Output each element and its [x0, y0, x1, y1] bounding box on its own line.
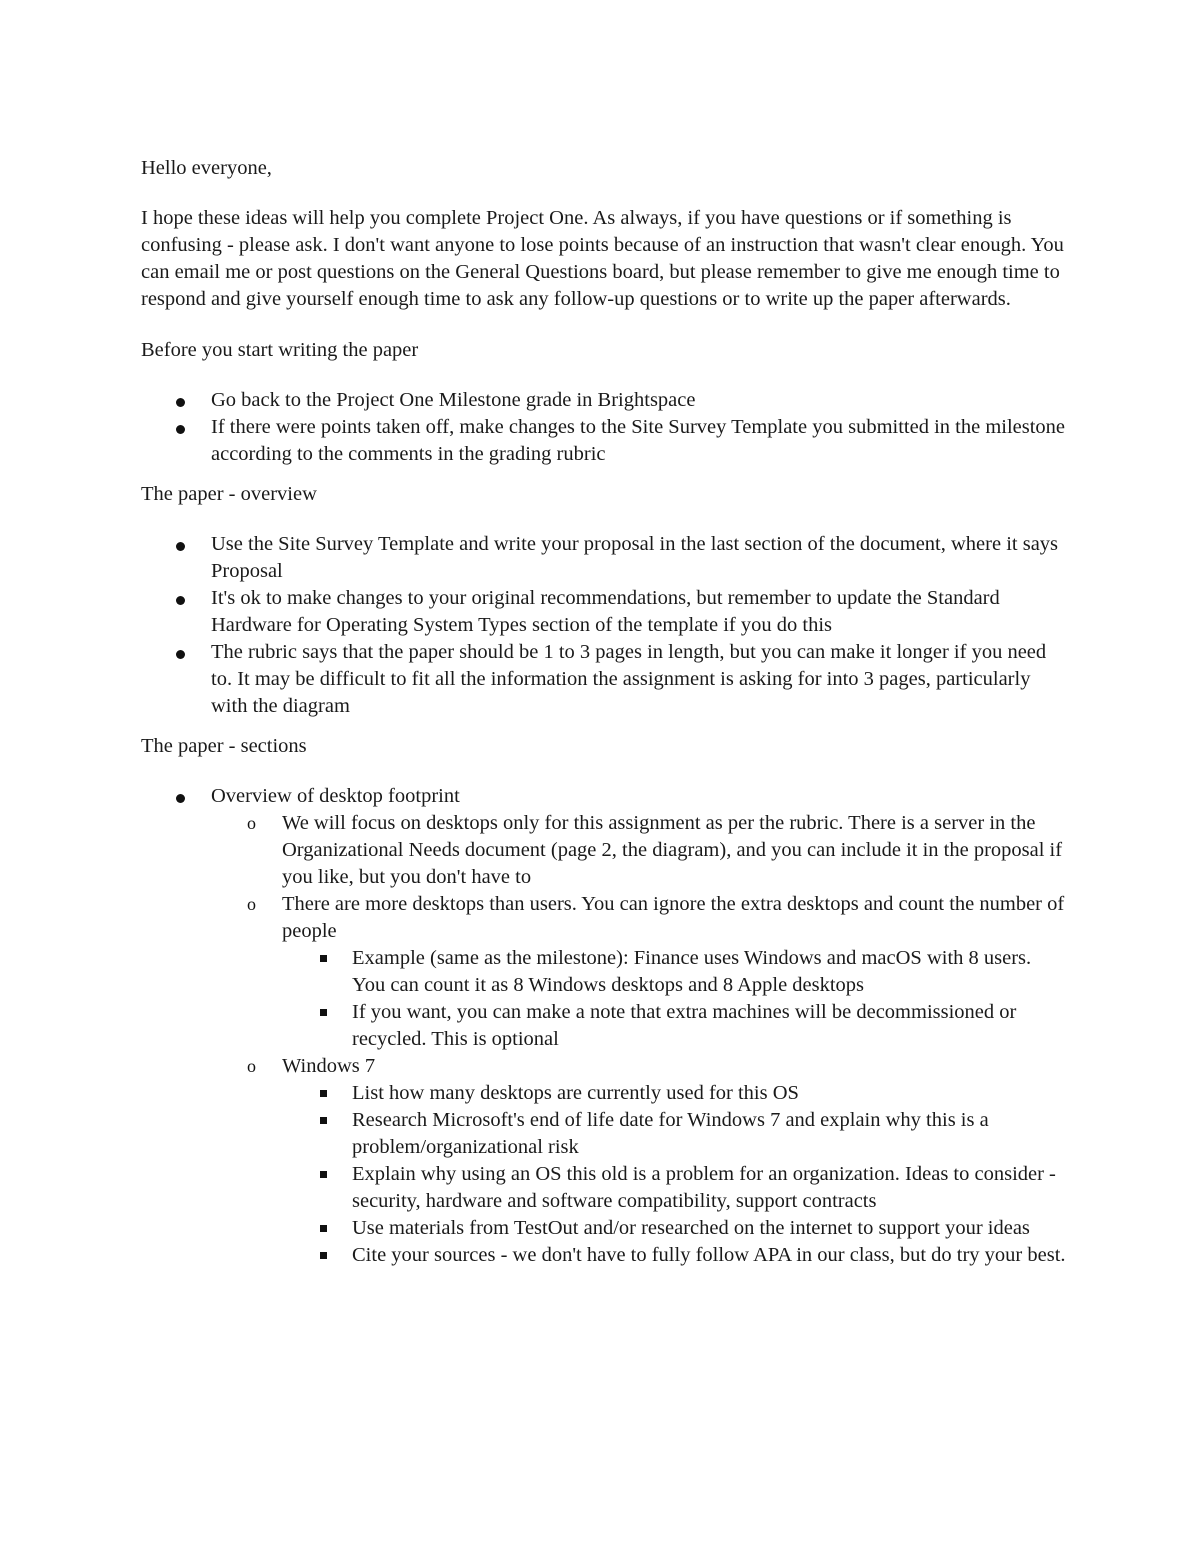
- nested-list-item: If you want, you can make a note that extra machines will be decommissioned or recycled. This is optional: [352, 999, 1066, 1053]
- heading-before-writing: Before you start writing the paper: [141, 339, 419, 361]
- bullet-dot-icon: [176, 794, 185, 803]
- nested-list-item: Use materials from TestOut and/or researched on the internet to support your ideas: [352, 1215, 1066, 1242]
- intro-paragraph: I hope these ideas will help you complete Project One. As always, if you have questions or if something is confusing - please ask. I don't want anyone to lose points because of an instruction that wasn't clear enough. You can email me or post questions on the General Questions board, but please remember to give me enough time to respond and give yourself enough time to ask any follow-up questions or to write up the paper afterwards.: [141, 207, 1064, 310]
- nested-sublist: [282, 945, 1066, 1053]
- bullet-square-icon: [320, 1171, 327, 1178]
- bullet-dot-icon: [176, 596, 185, 605]
- list-item: The rubric says that the paper should be 1 to 3 pages in length, but you can make it longer if you need to. It may be difficult to fit all the information the assignment is asking for into 3 pages, particularly with the diagram: [211, 639, 1066, 720]
- list-item: It's ok to make changes to your original recommendations, but remember to update the Standard Hardware for Operating System Types section of the template if you do this: [211, 585, 1066, 639]
- bullet-square-icon: [320, 955, 327, 962]
- sections-list: [141, 783, 1066, 1269]
- nested-list-item: Research Microsoft's end of life date for Windows 7 and explain why this is a problem/organizational risk: [352, 1107, 1066, 1161]
- sublist-item: o Windows 7 List how many desktops are currently used for this OS Research Microsoft's end of life date for Windows 7 and explain why this is a problem/organizational risk Explain why using an OS this old is a problem for an organization. Ideas to consider - security, hardware and software compatibility, support contracts Use materials from TestOut and/or researched on the internet to support your ideas Cite your sources - we don't have to fully follow APA in our class, but do try your best.: [282, 1053, 1066, 1269]
- list-item: Use the Site Survey Template and write your proposal in the last section of the document, where it says Proposal: [211, 531, 1066, 585]
- sublist-item: o We will focus on desktops only for this assignment as per the rubric. There is a server in the Organizational Needs document (page 2, the diagram), and you can include it in the proposal if you like, but you don't have to: [247, 812, 1063, 888]
- heading-paper-sections: The paper - sections: [141, 735, 307, 757]
- bullet-square-icon: [320, 1090, 327, 1097]
- before-list: [141, 387, 1066, 468]
- sublist: [211, 810, 1066, 1269]
- list-item: If there were points taken off, make changes to the Site Survey Template you submitted in the milestone according to the comments in the grading rubric: [211, 414, 1066, 468]
- bullet-dot-icon: [176, 542, 185, 551]
- bullet-square-icon: [320, 1009, 327, 1016]
- nested-list-item: Cite your sources - we don't have to fully follow APA in our class, but do try your best.: [352, 1242, 1066, 1269]
- nested-sublist: [282, 1080, 1066, 1269]
- nested-list-item: Example (same as the milestone): Finance uses Windows and macOS with 8 users. You can count it as 8 Windows desktops and 8 Apple desktops: [352, 945, 1066, 999]
- bullet-square-icon: [320, 1252, 327, 1259]
- bullet-square-icon: [320, 1117, 327, 1124]
- overview-list: [141, 531, 1066, 720]
- list-item: Overview of desktop footprint o We will focus on desktops only for this assignment as per the rubric. There is a server in the Organizational Needs document (page 2, the diagram), and you can include it in the proposal if you like, but you don't have to o There are more desktops than users. You can ignore the extra desktops and count the number of people Example (same as the milestone): Finance uses Windows and macOS with 8 users. You can count it as 8 Windows desktops and 8 Apple desktops If you want, you can make a note that extra machines will be decommissioned or recycled. This is optional o Windows 7 List how many desktops are currently used for this OS Research Microsoft's end of life date for Windows 7 and explain why this is a problem/organizational risk Explain why using an OS this old is a problem for an organization. Ideas to consider - security, hardware and software compatibility, support contracts Use materials from TestOut and/or researched on the internet to support your ideas Cite your sources - we don't have to fully follow APA in our class, but do try your best.: [211, 783, 1066, 1269]
- bullet-dot-icon: [176, 398, 185, 407]
- bullet-dot-icon: [176, 425, 185, 434]
- bullet-circle-icon: o: [247, 813, 256, 833]
- heading-paper-overview: The paper - overview: [141, 483, 317, 505]
- nested-list-item: Explain why using an OS this old is a problem for an organization. Ideas to consider - security, hardware and software compatibility, support contracts: [352, 1161, 1066, 1215]
- bullet-circle-icon: o: [247, 894, 256, 914]
- bullet-dot-icon: [176, 650, 185, 659]
- sublist-item: o There are more desktops than users. You can ignore the extra desktops and count the number of people Example (same as the milestone): Finance uses Windows and macOS with 8 users. You can count it as 8 Windows desktops and 8 Apple desktops If you want, you can make a note that extra machines will be decommissioned or recycled. This is optional: [282, 891, 1066, 1053]
- greeting: Hello everyone,: [141, 157, 272, 179]
- nested-list-item: List how many desktops are currently used for this OS: [352, 1080, 1066, 1107]
- document-body: [141, 155, 1066, 1269]
- bullet-circle-icon: o: [247, 1056, 256, 1076]
- bullet-square-icon: [320, 1225, 327, 1232]
- list-item: Go back to the Project One Milestone grade in Brightspace: [211, 387, 1066, 414]
